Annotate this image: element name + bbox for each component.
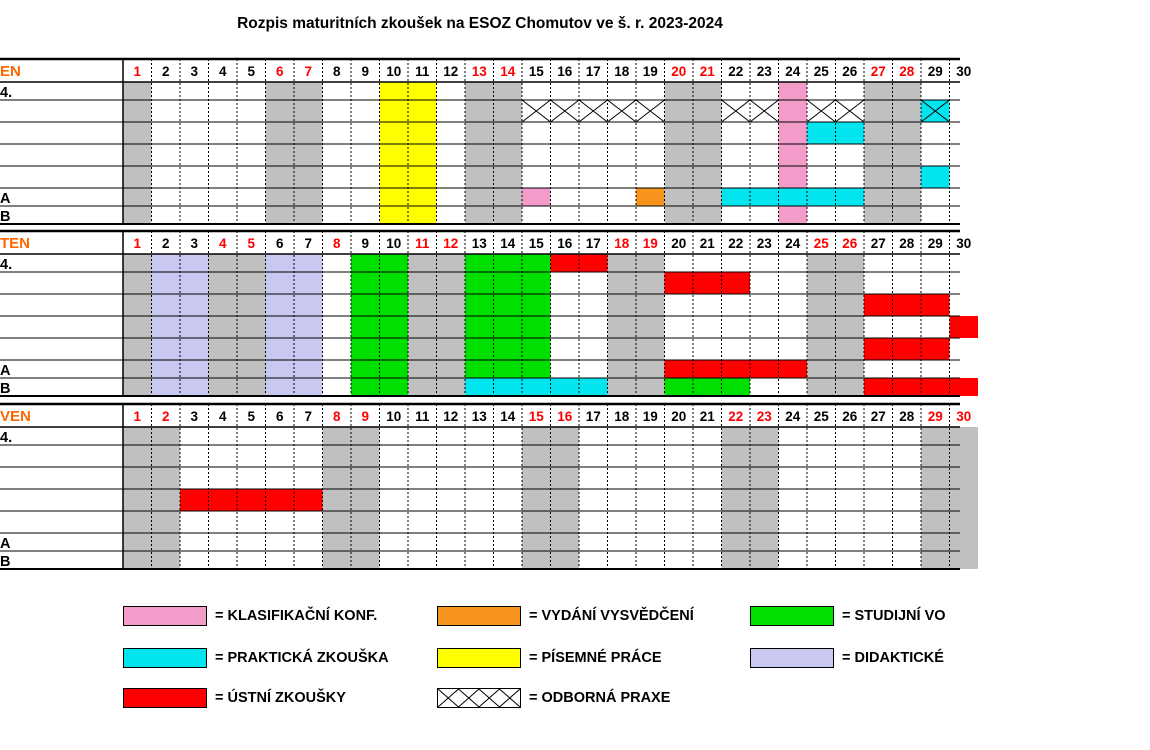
day-number: 19: [642, 409, 658, 424]
month-label: TEN: [0, 235, 30, 252]
legend-label: = KLASIFIKAČNÍ KONF.: [215, 608, 378, 624]
day-number: 23: [756, 64, 772, 79]
weekend-column: [494, 82, 523, 224]
activity-cell: [779, 166, 808, 188]
row-label: 4.: [0, 257, 13, 273]
weekend-column: [266, 82, 295, 224]
weekend-column: [551, 427, 580, 569]
row-label: A: [0, 191, 11, 207]
legend-item: [750, 606, 1150, 628]
day-number: 16: [557, 236, 573, 251]
day-number: 20: [671, 64, 687, 79]
month-label: VEN: [0, 408, 31, 425]
day-number: 15: [528, 64, 544, 79]
activity-cell: [779, 144, 808, 166]
activity-cell: [465, 378, 551, 396]
weekend-column: [123, 254, 152, 396]
day-number: 4: [218, 64, 227, 79]
activity-cell: [779, 122, 808, 144]
activity-cell: [465, 316, 551, 338]
weekend-column: [665, 82, 694, 224]
weekend-column: [864, 82, 893, 224]
day-number: 11: [415, 64, 430, 79]
day-number: 12: [443, 64, 459, 79]
day-number: 2: [161, 409, 170, 424]
day-number: 3: [190, 409, 199, 424]
month-label: EN: [0, 63, 21, 80]
day-number: 10: [386, 236, 402, 251]
activity-cell: [636, 188, 665, 206]
day-number: 24: [785, 64, 801, 79]
day-number: 25: [813, 409, 829, 424]
day-number: 13: [471, 64, 487, 79]
day-number: 9: [361, 236, 370, 251]
weekend-column: [209, 254, 238, 396]
day-number: 29: [927, 64, 943, 79]
activity-cell: [522, 188, 551, 206]
legend-label: = DIDAKTICKÉ: [842, 650, 944, 666]
weekend-column: [636, 254, 665, 396]
day-number: 8: [332, 64, 341, 79]
day-number: 20: [671, 409, 687, 424]
day-number: 7: [304, 409, 313, 424]
weekend-column: [437, 254, 466, 396]
legend-label: = STUDIJNÍ VO: [842, 608, 946, 624]
activity-cell: [779, 188, 808, 206]
weekend-column: [237, 254, 266, 396]
legend-label: = PÍSEMNÉ PRÁCE: [529, 650, 662, 666]
day-number: 30: [956, 409, 972, 424]
row-label: B: [0, 209, 11, 225]
weekend-column: [693, 82, 722, 224]
weekend-column: [608, 254, 637, 396]
legend-label: = ÚSTNÍ ZKOUŠKY: [215, 690, 346, 706]
legend-label: = PRAKTICKÁ ZKOUŠKA: [215, 650, 389, 666]
legend-swatch: [437, 606, 521, 626]
day-number: 2: [161, 236, 170, 251]
day-number: 5: [247, 409, 256, 424]
day-number: 11: [415, 409, 430, 424]
day-number: 23: [756, 409, 772, 424]
legend-swatch: [123, 606, 207, 626]
day-number: 4: [218, 236, 227, 251]
day-number: 27: [870, 236, 886, 251]
activity-cell: [779, 206, 808, 224]
day-number: 28: [899, 64, 915, 79]
day-number: 21: [699, 64, 715, 79]
day-number: 29: [927, 409, 943, 424]
weekend-column: [807, 254, 836, 396]
weekend-column: [522, 427, 551, 569]
day-number: 29: [927, 236, 943, 251]
legend-item: [437, 688, 837, 710]
weekend-column: [294, 82, 323, 224]
legend-swatch: [437, 688, 521, 708]
day-number: 24: [785, 409, 801, 424]
day-number: 6: [275, 236, 284, 251]
day-number: 7: [304, 64, 313, 79]
day-number: 8: [332, 409, 341, 424]
legend-item: [750, 648, 1150, 670]
day-number: 12: [443, 236, 459, 251]
activity-cell: [465, 272, 551, 294]
day-number: 13: [471, 409, 487, 424]
weekend-column: [893, 82, 922, 224]
day-number: 1: [133, 236, 142, 251]
day-number: 21: [699, 409, 715, 424]
day-number: 15: [528, 236, 544, 251]
day-number: 1: [133, 64, 142, 79]
day-number: 6: [275, 64, 284, 79]
day-number: 27: [870, 409, 886, 424]
legend-label: = VYDÁNÍ VYSVĚDČENÍ: [529, 608, 694, 624]
row-label: 4.: [0, 430, 13, 446]
activity-cell: [665, 360, 808, 378]
activity-cell: [864, 294, 950, 316]
day-number: 22: [728, 64, 744, 79]
legend-swatch: [123, 648, 207, 668]
day-number: 14: [500, 236, 516, 251]
day-number: 16: [557, 409, 573, 424]
day-number: 21: [699, 236, 715, 251]
day-number: 15: [528, 409, 544, 424]
day-number: 26: [842, 236, 858, 251]
day-number: 24: [785, 236, 801, 251]
weekend-column: [152, 427, 181, 569]
day-number: 23: [756, 236, 772, 251]
weekend-column: [351, 427, 380, 569]
day-number: 12: [443, 409, 459, 424]
page-title: Rozpis maturitních zkoušek na ESOZ Chomutov ve š. r. 2023-2024: [237, 15, 723, 32]
day-number: 16: [557, 64, 573, 79]
day-number: 4: [218, 409, 227, 424]
weekend-column: [722, 427, 751, 569]
row-label: 4.: [0, 85, 13, 101]
day-number: 3: [190, 236, 199, 251]
legend-swatch: [750, 606, 834, 626]
day-number: 25: [813, 236, 829, 251]
day-number: 26: [842, 409, 858, 424]
activity-cell: [665, 378, 751, 396]
legend-swatch: [437, 648, 521, 668]
day-number: 19: [642, 236, 658, 251]
day-number: 20: [671, 236, 687, 251]
activity-cell: [465, 360, 551, 378]
row-label: A: [0, 363, 11, 379]
day-number: 10: [386, 64, 402, 79]
legend-label: = ODBORNÁ PRAXE: [529, 690, 671, 706]
day-number: 14: [500, 64, 516, 79]
day-number: 17: [585, 236, 601, 251]
legend-swatch: [123, 688, 207, 708]
day-number: 22: [728, 409, 744, 424]
weekend-column: [750, 427, 779, 569]
day-number: 9: [361, 64, 370, 79]
weekend-column: [123, 82, 152, 224]
row-label: B: [0, 381, 11, 397]
weekend-column: [465, 82, 494, 224]
activity-cell: [864, 338, 950, 360]
day-number: 18: [614, 409, 630, 424]
day-number: 6: [275, 409, 284, 424]
day-number: 5: [247, 64, 256, 79]
day-number: 7: [304, 236, 313, 251]
day-number: 17: [585, 409, 601, 424]
day-number: 10: [386, 409, 402, 424]
row-label: B: [0, 554, 11, 570]
day-number: 25: [813, 64, 829, 79]
activity-cell: [465, 254, 551, 272]
weekend-column: [921, 427, 950, 569]
activity-cell: [665, 272, 751, 294]
day-number: 14: [500, 409, 516, 424]
day-number: 2: [161, 64, 170, 79]
day-number: 17: [585, 64, 601, 79]
activity-cell: [180, 489, 323, 511]
day-number: 19: [642, 64, 658, 79]
day-number: 9: [361, 409, 370, 424]
weekend-column: [123, 427, 152, 569]
row-label: A: [0, 536, 11, 552]
activity-cell: [465, 294, 551, 316]
day-number: 22: [728, 236, 744, 251]
activity-cell: [950, 316, 979, 338]
activity-cell: [779, 100, 808, 122]
day-number: 1: [133, 409, 142, 424]
day-number: 13: [471, 236, 487, 251]
activity-cell: [465, 338, 551, 360]
day-number: 18: [614, 64, 630, 79]
day-number: 18: [614, 236, 630, 251]
weekend-column: [836, 254, 865, 396]
day-number: 26: [842, 64, 858, 79]
weekend-column: [408, 254, 437, 396]
day-number: 5: [247, 236, 256, 251]
day-number: 11: [415, 236, 430, 251]
activity-cell: [921, 166, 950, 188]
weekend-column: [323, 427, 352, 569]
legend-swatch: [750, 648, 834, 668]
day-number: 27: [870, 64, 886, 79]
day-number: 28: [899, 409, 915, 424]
activity-cell: [779, 82, 808, 100]
day-number: 30: [956, 236, 972, 251]
day-number: 28: [899, 236, 915, 251]
day-number: 8: [332, 236, 341, 251]
day-number: 3: [190, 64, 199, 79]
day-number: 30: [956, 64, 972, 79]
weekend-column: [950, 427, 979, 569]
